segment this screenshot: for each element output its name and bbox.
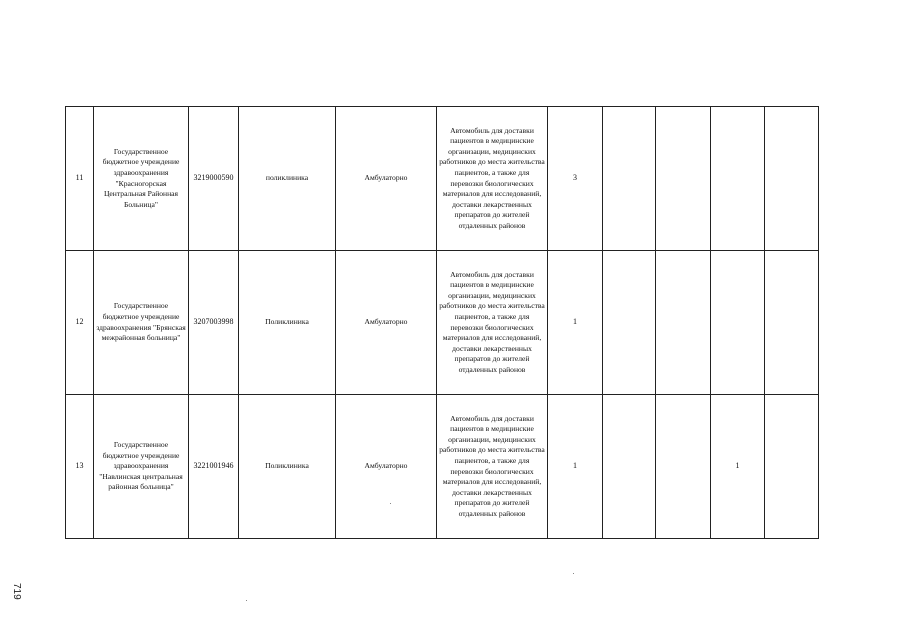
count-cell [711, 107, 765, 251]
empty-cell [603, 251, 656, 395]
institution-name: Государственное бюджетное учреждение здравоохранения "Брянская межрайонная больница" [94, 251, 189, 395]
inn-cell: 3207003998 [189, 251, 239, 395]
empty-cell [656, 395, 711, 539]
inn-cell: 3221001946 [189, 395, 239, 539]
count-cell: 1 [548, 251, 603, 395]
care-form-cell: Амбулаторно [336, 251, 437, 395]
table-row [66, 395, 819, 539]
count-cell: 1 [548, 395, 603, 539]
vehicle-purpose-cell: Автомобиль для доставки пациентов в медицинские организации, медицинских работников до места жительства пациентов, а также для перевозки биологических материалов для исследований, доставки лекарственных препаратов до жителей отдаленных районов [437, 107, 548, 251]
empty-cell [765, 251, 819, 395]
page-number: 719 [11, 583, 22, 600]
empty-cell [603, 107, 656, 251]
empty-cell [656, 107, 711, 251]
scan-speck [246, 600, 247, 601]
inn-cell: 3219000590 [189, 107, 239, 251]
table-row [66, 107, 819, 251]
empty-cell [603, 395, 656, 539]
facility-type-cell: Поликлиника [239, 395, 336, 539]
count-cell: 1 [711, 395, 765, 539]
row-number: 12 [66, 251, 94, 395]
vehicle-allocation-table [65, 106, 819, 539]
row-number: 13 [66, 395, 94, 539]
empty-cell [765, 395, 819, 539]
count-cell [711, 251, 765, 395]
empty-cell [765, 107, 819, 251]
care-form-cell: Амбулаторно [336, 395, 437, 539]
institution-name: Государственное бюджетное учреждение здравоохранения "Навлинская центральная районная больница" [94, 395, 189, 539]
row-number: 11 [66, 107, 94, 251]
vehicle-purpose-cell: Автомобиль для доставки пациентов в медицинские организации, медицинских работников до места жительства пациентов, а также для перевозки биологических материалов для исследований, доставки лекарственных препаратов до жителей отдаленных районов [437, 395, 548, 539]
facility-type-cell: поликлиника [239, 107, 336, 251]
scan-speck [390, 503, 391, 504]
institution-name: Государственное бюджетное учреждение здравоохранения "Красногорская Центральная Районная Больница" [94, 107, 189, 251]
empty-cell [656, 251, 711, 395]
facility-type-cell: Поликлиника [239, 251, 336, 395]
vehicle-purpose-cell: Автомобиль для доставки пациентов в медицинские организации, медицинских работников до места жительства пациентов, а также для перевозки биологических материалов для исследований, доставки лекарственных препаратов до жителей отдаленных районов [437, 251, 548, 395]
care-form-cell: Амбулаторно [336, 107, 437, 251]
count-cell: 3 [548, 107, 603, 251]
table-row [66, 251, 819, 395]
scan-speck [573, 573, 574, 574]
